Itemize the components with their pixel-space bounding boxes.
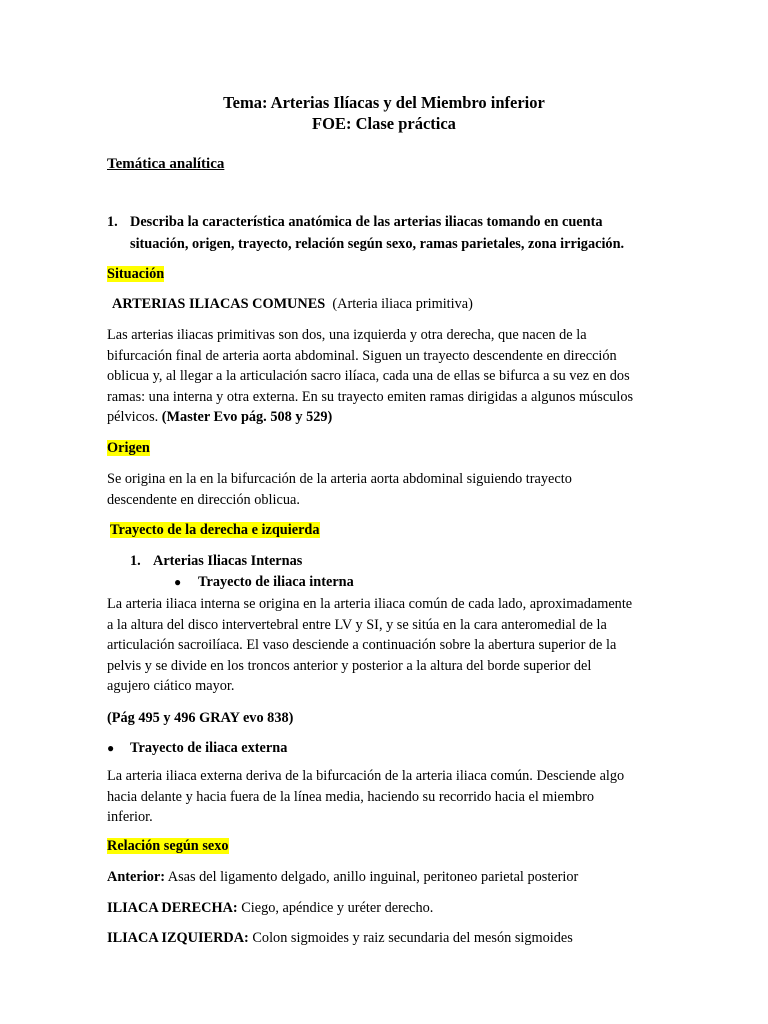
bullet-1-text: Trayecto de iliaca interna: [198, 574, 354, 590]
situacion-paragraph: [107, 325, 633, 428]
subheading-bold: ARTERIAS ILIACAS COMUNES: [112, 296, 326, 312]
interna-line: articulación sacroilíaca. El vaso desciende a continuación sobre la abertura superior de la: [107, 637, 617, 654]
anterior-line: [107, 867, 578, 888]
origen-line: descendente en dirección oblicua.: [107, 491, 300, 508]
situacion-line: ramas: una interna y otra externa. En su trayecto emiten ramas dirigidas a algunos músculos: [107, 388, 634, 405]
relacion-heading-text: Relación según sexo: [107, 838, 229, 854]
situacion-last-line: [107, 407, 633, 428]
izquierda-line: [107, 928, 573, 949]
interna-line: agujero ciático mayor.: [107, 678, 235, 695]
interna-paragraph: [107, 594, 632, 697]
interna-line: pelvis y se divide en los troncos anterior y posterior a la altura del borde superior del: [107, 657, 592, 674]
item-label: Arterias Iliacas Internas: [153, 553, 303, 569]
derecha-line: [107, 898, 433, 919]
relacion-heading: [107, 836, 229, 857]
derecha-text: Ciego, apéndice y uréter derecho.: [237, 900, 434, 916]
anterior-label: Anterior:: [107, 869, 165, 885]
situacion-subheading: [112, 294, 473, 315]
bullet-icon: ●: [107, 741, 115, 755]
trayecto-heading: [110, 520, 320, 541]
externa-line: La arteria iliaca externa deriva de la bifurcación de la arteria iliaca común. Desciende algo: [107, 768, 625, 784]
question-line-1: Describa la característica anatómica de las arterias iliacas tomando en cuenta: [130, 214, 603, 230]
situacion-line: oblicua y, al llegar a la articulación sacro ilíaca, cada una de ellas se bifurca a su vez en dos: [107, 368, 630, 385]
item-number: 1.: [130, 553, 141, 569]
gray-reference: (Pág 495 y 496 GRAY evo 838): [107, 710, 294, 726]
origen-paragraph: [107, 469, 572, 510]
bullet-icon: ●: [174, 575, 182, 589]
subheading-normal: (Arteria iliaca primitiva): [332, 296, 473, 312]
trayecto-heading-text: Trayecto de la derecha e izquierda: [110, 522, 320, 538]
interna-line: La arteria iliaca interna se origina en la arteria iliaca común de cada lado, aproximadamente: [107, 596, 633, 612]
origen-line: Se origina en la en la bifurcación de la arteria aorta abdominal siguiendo trayecto: [107, 471, 572, 487]
situacion-heading: [107, 264, 164, 285]
situacion-line: Las arterias iliacas primitivas son dos, una izquierda y otra derecha, que nacen de la: [107, 327, 587, 343]
izquierda-text: Colon sigmoides y raiz secundaria del mesón sigmoides: [248, 930, 573, 946]
situacion-line: bifurcación final de arteria aorta abdominal. Siguen un trayecto descendente en dirección: [107, 347, 617, 364]
question-line-2: situación, origen, trayecto, relación según sexo, ramas parietales, zona irrigación.: [130, 236, 625, 252]
title-line-2: FOE: Clase práctica: [312, 114, 456, 133]
origen-heading: [107, 438, 150, 459]
question-number: 1.: [107, 214, 118, 230]
anterior-text: Asas del ligamento delgado, anillo inguinal, peritoneo parietal posterior: [164, 869, 579, 885]
bullet-2-text: Trayecto de iliaca externa: [130, 740, 288, 756]
origen-heading-text: Origen: [107, 440, 150, 456]
interna-line: a la altura del disco intervertebral entre LV y SI, y se sitúa en la cara anteromedial de la: [107, 616, 607, 633]
izquierda-label: ILIACA IZQUIERDA:: [107, 930, 249, 946]
situacion-last-normal: pélvicos.: [107, 409, 162, 426]
situacion-reference: (Master Evo pág. 508 y 529): [161, 409, 333, 426]
externa-line: hacia delante y hacia fuera de la línea media, haciendo su recorrido hacia el miembro: [107, 788, 595, 805]
externa-paragraph: [107, 766, 624, 828]
externa-line: inferior.: [107, 809, 153, 826]
derecha-label: ILIACA DERECHA:: [107, 900, 238, 916]
tematica-heading: Temática analítica: [107, 156, 225, 172]
title-line-1: Tema: Arterias Ilíacas y del Miembro inferior: [223, 93, 545, 112]
situacion-heading-text: Situación: [107, 266, 165, 282]
